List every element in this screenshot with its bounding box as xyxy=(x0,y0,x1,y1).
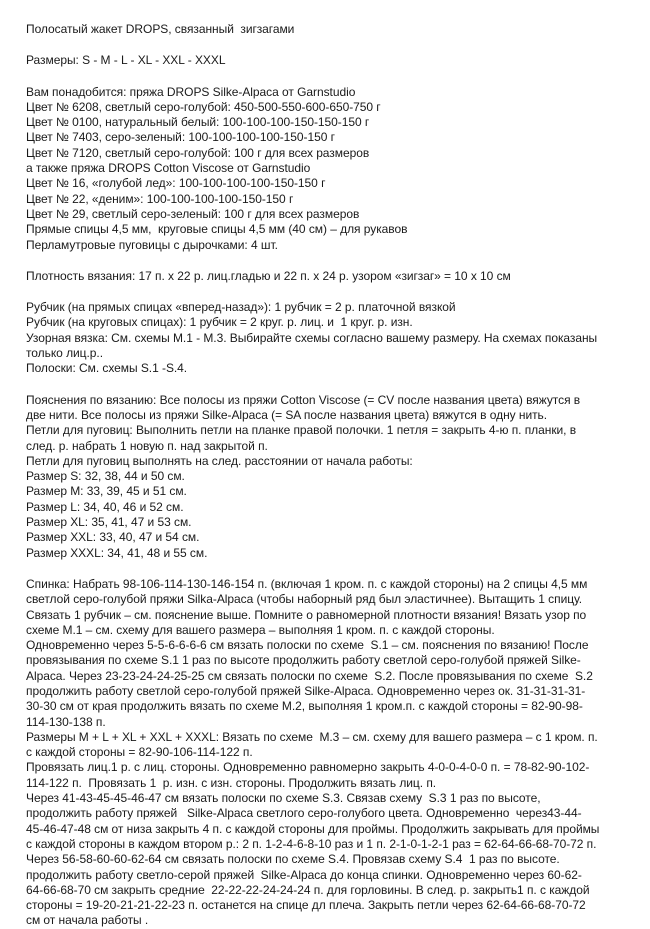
materials-line: а также пряжа DROPS Cotton Viscose от Garnstudio xyxy=(26,161,311,176)
document-title: Полосатый жакет DROPS, связанный зигзагами xyxy=(26,22,295,36)
back-line: Через 41-43-45-45-46-47 см вязать полоски по схеме S.3. Связав схему S.3 1 раз по высоте, xyxy=(26,791,541,806)
back-line: схеме М.1 – см. схему для вашего размера – выполняя 1 кром. п. с каждой стороны. xyxy=(26,622,495,637)
back-line: с каждой стороны в каждом втором р.: 2 п. 1-2-4-6-8-10 раз и 1 п. 2-1-0-1-2-1 раз = 62-64-66-68-70-72 п. xyxy=(26,836,597,851)
materials-line: Цвет № 7403, серо-зеленый: 100-100-100-100-150-150 г xyxy=(26,130,335,145)
back-section xyxy=(26,577,630,929)
materials-line: Прямые спицы 4,5 мм, круговые спицы 4,5 мм (40 см) – для рукавов xyxy=(26,222,408,237)
notes-line: Размер S: 32, 38, 44 и 50 см. xyxy=(26,469,185,484)
patterns-section xyxy=(26,300,630,376)
patterns-line: Узорная вязка: См. схемы М.1 - М.3. Выбирайте схемы согласно вашему размеру. На схемах показаны xyxy=(26,330,598,345)
notes-line: Петли для пуговиц выполнять на след. расстоянии от начала работы: xyxy=(26,453,413,468)
back-line: Через 56-58-60-60-62-64 см связать полоски по схеме S.4. Провязав схему S.4 1 раз по высоте. xyxy=(26,852,560,867)
materials-line: Цвет № 7120, светлый серо-голубой: 100 г для всех размеров xyxy=(26,145,370,160)
back-line: Размеры M + L + XL + XXL + XXXL: Вязать по схеме М.3 – см. схему для вашего размера – с 1 кром. п. xyxy=(26,729,598,744)
back-line: см от начала работы . xyxy=(26,913,149,928)
notes-line: Петли для пуговиц: Выполнить петли на планке правой полочки. 1 петля = закрыть 4-ю п. планки, в xyxy=(26,423,577,438)
back-line: 114-130-138 п. xyxy=(26,714,106,729)
patterns-line: Рубчик (на круговых спицах): 1 рубчик = 2 круг. р. лиц. и 1 круг. р. изн. xyxy=(26,315,413,330)
back-line: Alpaca. Через 23-23-24-24-25-25 см связать полоски по схеме S.2. После провязывания по схеме S.2 xyxy=(26,668,593,683)
back-line: светлой серо-голубой пряжи Silka-Alpaca (чтобы наборный ряд был эластичнее). Вытащить 1 спицу. xyxy=(26,592,583,607)
notes-line: Размер XXXL: 34, 41, 48 и 55 см. xyxy=(26,545,208,560)
patterns-line: Полоски: См. схемы S.1 -S.4. xyxy=(26,361,188,376)
notes-line: Размер XL: 35, 41, 47 и 53 см. xyxy=(26,515,192,530)
notes-section xyxy=(26,393,630,561)
document-page xyxy=(26,22,630,929)
back-line: провязывания по схеме S.1 1 раз по высоте продолжить работу светлой серо-голубой пряжей Silke- xyxy=(26,653,581,668)
back-line: стороны = 19-20-21-21-22-23 п. останется на спице дл плеча. Закрыть петли через 62-64-66-68-70-72 xyxy=(26,898,586,913)
notes-line: Размер M: 33, 39, 45 и 51 см. xyxy=(26,484,187,499)
materials-line: Цвет № 6208, светлый серо-голубой: 450-500-550-600-650-750 г xyxy=(26,99,381,114)
materials-line: Цвет № 16, «голубой лед»: 100-100-100-100-150-150 г xyxy=(26,176,326,191)
back-line: 45-46-47-48 см от низа закрыть 4 п. с каждой стороны для проймы. Продолжить закрывать для проймы xyxy=(26,821,600,836)
patterns-line: Рубчик (на прямых спицах «вперед-назад»): 1 рубчик = 2 р. платочной вязкой xyxy=(26,300,456,315)
materials-line: Цвет № 22, «деним»: 100-100-100-100-150-150 г xyxy=(26,191,294,206)
notes-line: Размер L: 34, 40, 46 и 52 см. xyxy=(26,499,184,514)
back-line: продолжить работу пряжей Silke-Alpaca светлого серо-голубого цвета. Одновременно через43-44- xyxy=(26,806,582,821)
back-line: 30-30 см от края продолжить вязать по схеме М.2, выполняя 1 кром.п. с каждой стороны = 82-90-98- xyxy=(26,699,583,714)
notes-line: две нити. Все полосы из пряжи Silke-Alpaca (= SA после названия цвета) вяжутся в одну нить. xyxy=(26,407,548,422)
back-line: продолжить работу светло-серой пряжей Silke-Alpaca до конца спинки. Одновременно через 60-62- xyxy=(26,867,582,882)
materials-section xyxy=(26,85,630,253)
back-line: 64-66-68-70 см закрыть средние 22-22-22-24-24-24 п. для горловины. В след. р. закрыть1 п. с каждой xyxy=(26,882,590,897)
back-line: Связать 1 рубчик – см. пояснение выше. Помните о равномерной плотности вязания! Вязать узор по xyxy=(26,607,587,622)
notes-line: Пояснения по вязанию: Все полосы из пряжи Cotton Viscose (= CV после названия цвета) вяжутся в xyxy=(26,392,581,407)
sizes-line: Размеры: S - M - L - XL - XXL - XXXL xyxy=(26,53,226,68)
notes-line: Размер XXL: 33, 40, 47 и 54 см. xyxy=(26,530,200,545)
materials-line: Вам понадобится: пряжа DROPS Silke-Alpaca от Garnstudio xyxy=(26,84,356,99)
notes-line: след. р. набрать 1 новую п. над закрытой п. xyxy=(26,438,268,453)
materials-line: Цвет № 0100, натуральный белый: 100-100-100-150-150-150 г xyxy=(26,115,370,130)
back-line: Провязать лиц.1 р. с лиц. стороны. Одновременно равномерно закрыть 4-0-0-4-0-0 п. = 78-82-90-102- xyxy=(26,760,590,775)
back-line: продолжить работу светлой серо-голубой пряжей Silke-Alpaca. Одновременно через ок. 31-31-31-31- xyxy=(26,683,586,698)
materials-line: Цвет № 29, светлый серо-зеленый: 100 г для всех размеров xyxy=(26,206,360,221)
back-line: Одновременно через 5-5-6-6-6-6 см вязать полоски по схеме S.1 – см. пояснения по вязанию! После xyxy=(26,638,589,653)
back-line: 114-122 п. Провязать 1 р. изн. с изн. стороны. Продолжить вязать лиц. п. xyxy=(26,775,437,790)
patterns-line: только лиц.р.. xyxy=(26,346,103,361)
back-line: с каждой стороны = 82-90-106-114-122 п. xyxy=(26,745,253,760)
back-line: Спинка: Набрать 98-106-114-130-146-154 п. (включая 1 кром. п. с каждой стороны) на 2 спицы 4,5 мм xyxy=(26,576,588,591)
materials-line: Перламутровые пуговицы с дырочками: 4 шт. xyxy=(26,237,278,252)
gauge-line: Плотность вязания: 17 п. x 22 р. лиц.гладью и 22 п. x 24 р. узором «зигзаг» = 10 x 10 см xyxy=(26,268,511,283)
